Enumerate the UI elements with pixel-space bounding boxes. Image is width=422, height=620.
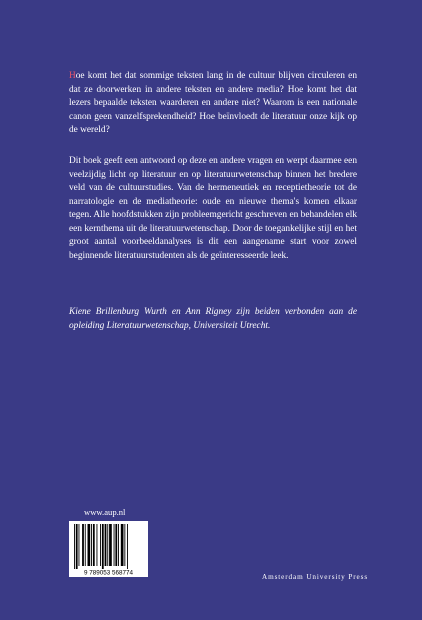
barcode-bar: [74, 524, 75, 569]
barcode-bar: [121, 524, 124, 566]
publisher-website: www.aup.nl: [84, 507, 126, 517]
intro-text: oe komt het dat sommige teksten lang in de cultuur blijven circuleren en dat ze doorwerken in andere teksten en andere media? Hoe komt het dat lezers bepaalde teksten waarderen en andere niet? Waarom is een nationale canon geen vanzelfsprekendheid? Hoe beïnvloedt de literatuur onze kijk op de wereld?: [69, 71, 357, 136]
barcode-bar: [100, 524, 101, 566]
barcode-bar: [102, 524, 104, 569]
intro-paragraph: [69, 70, 357, 138]
barcode-bar: [118, 524, 119, 566]
barcode-bar: [114, 524, 115, 566]
barcode-bar: [97, 524, 98, 566]
barcode-bar: [105, 524, 107, 566]
isbn-digits: 9 789053 568774: [83, 569, 134, 577]
barcode-bar: [107, 524, 108, 566]
publisher-name: Amsterdam University Press: [262, 573, 369, 581]
barcode-bar: [85, 524, 86, 566]
barcode-bar: [124, 524, 125, 566]
barcode-bar: [109, 524, 112, 566]
barcode-bar: [115, 524, 117, 566]
barcode-bar: [79, 524, 80, 566]
barcode-bar: [88, 524, 91, 566]
drop-initial: H: [69, 71, 76, 81]
barcode-bar: [76, 524, 78, 569]
barcode-bar: [127, 524, 128, 569]
barcode-graphic: [69, 521, 148, 577]
barcode-bar: [82, 524, 84, 566]
barcode-bar: [93, 524, 95, 566]
barcode-bar: [91, 524, 92, 566]
authors-note: Kiene Brillenburg Wurth en Ann Rigney zijn beiden verbonden aan de opleiding Literatuurwetenschap, Universiteit Utrecht.: [69, 307, 357, 331]
isbn-barcode: [69, 521, 148, 577]
body-paragraph: Dit boek geeft een antwoord op deze en andere vragen en werpt daarmee een veelzijdig licht op literatuur en op literatuurwetenschap binnen het bredere veld van de cultuurstudies. Van de hermeneutiek en receptietheorie tot de narratologie en de mediatheorie: oude en nieuwe thema's komen elkaar tegen. Alle hoofdstukken zijn probleemgericht geschreven en behandelen elk een kernthema uit de literatuurwetenschap. Door de toegankelijke stijl en het groot aantal voorbeeldanalyses is dit een aangename start voor zowel beginnende literatuurstudenten als de geïnteresseerde leek.: [69, 156, 357, 261]
